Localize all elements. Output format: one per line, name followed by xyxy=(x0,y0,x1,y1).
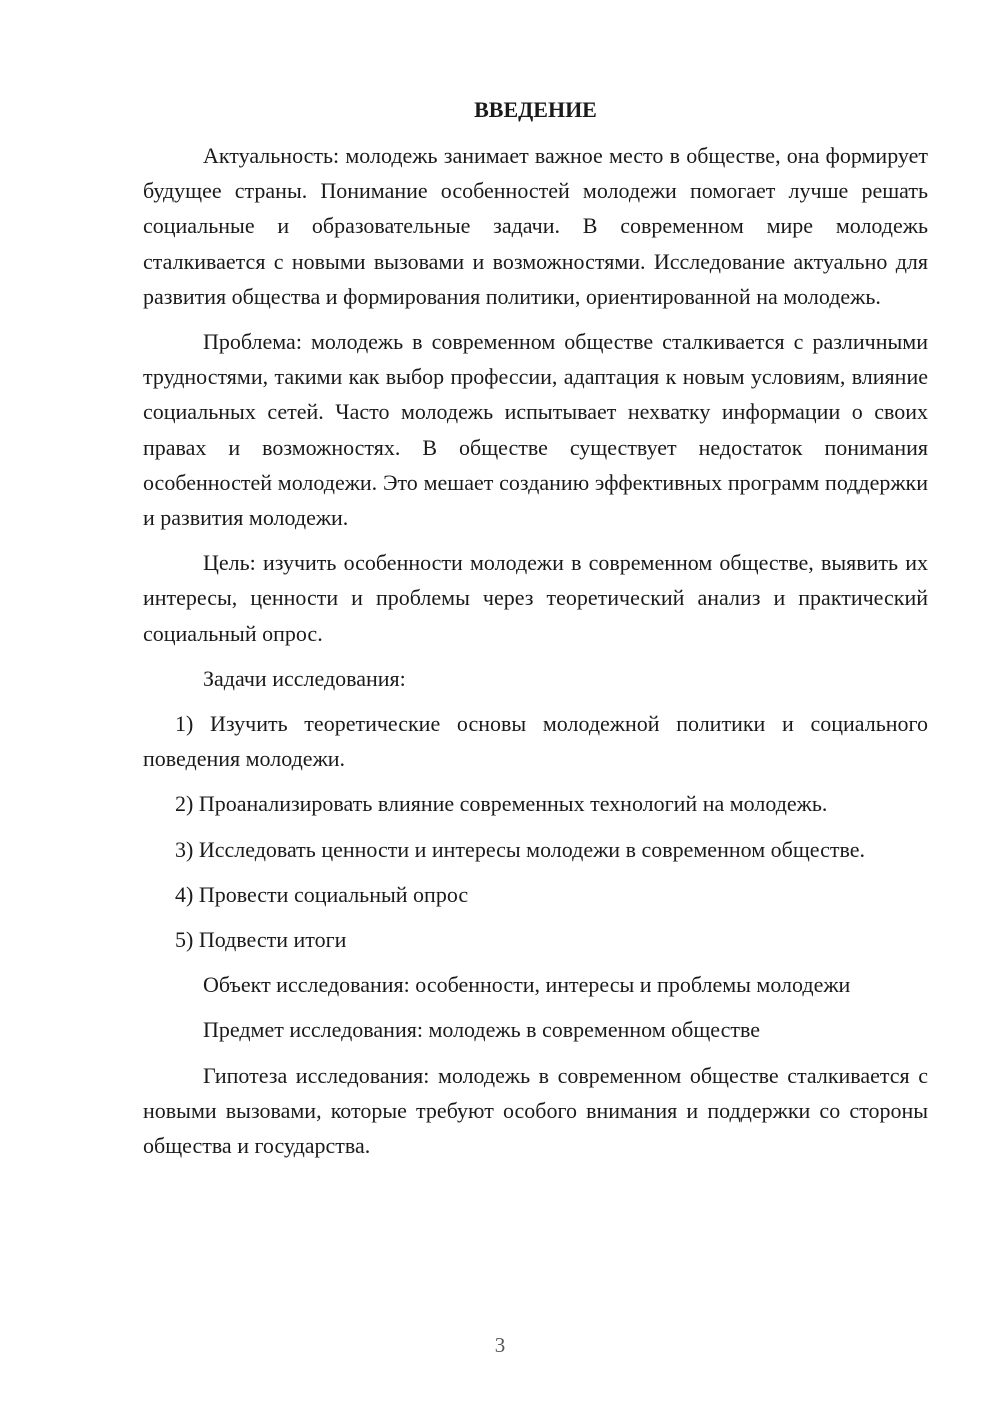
page-number: 3 xyxy=(494,1333,506,1357)
paragraph-goal: Цель: изучить особенности молодежи в современном обществе, выявить их интересы, ценности и проблемы через теоретический анализ и практический социальный опрос. xyxy=(143,550,928,646)
document-body xyxy=(143,92,928,1173)
paragraph-object: Объект исследования: особенности, интересы и проблемы молодежи xyxy=(203,972,851,998)
paragraph-tasks-heading: Задачи исследования: xyxy=(203,665,406,691)
paragraph-hypothesis: Гипотеза исследования: молодежь в современном обществе сталкивается с новыми вызовами, которые требуют особого внимания и поддержки со стороны общества и государства. xyxy=(143,1062,928,1159)
paragraph-problem: Проблема: молодежь в современном обществе сталкивается с различными трудностями, такими как выбор профессии, адаптация к новым условиям, влияние социальных сетей. Часто молодежь испытывает нехватку информации о своих правах и возможностях. В обществе существует недостаток понимания особенностей молодежи. Это мешает созданию эффективных программ поддержки и развития молодежи. xyxy=(143,329,928,531)
task-item: 4) Провести социальный опрос xyxy=(175,881,469,907)
paragraph-relevance: Актуальность: молодежь занимает важное место в обществе, она формирует будущее страны. Понимание особенностей молодежи помогает лучше решать социальные и образовательные задачи. В современном мире молодежь сталкивается с новыми вызовами и возможностями. Исследование актуально для развития общества и формирования политики, ориентированной на молодежь. xyxy=(143,143,928,309)
task-item: 2) Проанализировать влияние современных технологий на молодежь. xyxy=(175,791,828,817)
task-item: 5) Подвести итоги xyxy=(175,927,347,953)
paragraph-subject: Предмет исследования: молодежь в современном обществе xyxy=(203,1017,761,1043)
task-item: 1) Изучить теоретические основы молодежной политики и социального поведения молодежи. xyxy=(143,711,928,772)
task-item: 3) Исследовать ценности и интересы молодежи в современном обществе. xyxy=(175,836,865,862)
document-title: ВВЕДЕНИЕ xyxy=(474,97,597,122)
